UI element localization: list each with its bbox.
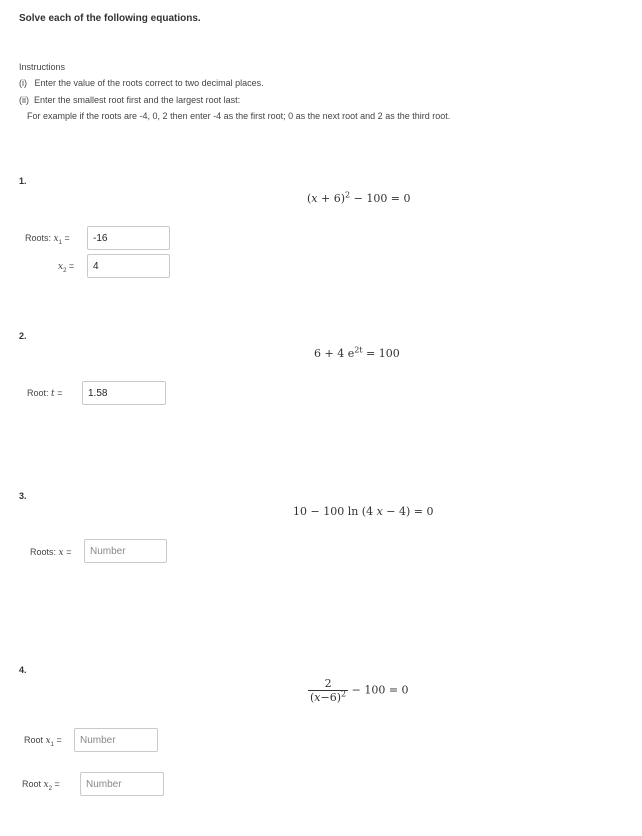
question-2-equation: 6 + 4 $e^{2t} = 100$ xyxy=(314,345,400,360)
question-1-number: 1. xyxy=(19,176,27,186)
instruction-marker: (ii) xyxy=(19,95,29,105)
question-2-root-label: Root: t = xyxy=(27,388,63,399)
question-2-root-input[interactable] xyxy=(82,381,166,405)
question-3-number: 3. xyxy=(19,491,27,501)
question-2-number: 2. xyxy=(19,331,27,341)
question-4-root2-label: Root $x_2$ = xyxy=(22,779,60,792)
instruction-item-2 xyxy=(19,95,240,105)
question-1-equation: $(x + 6)^2 - 100 = 0$ xyxy=(307,190,411,205)
question-4-root1-label: Root $x_1$ = xyxy=(24,735,62,748)
question-1-root1-input[interactable] xyxy=(87,226,170,250)
instruction-example: For example if the roots are -4, 0, 2 then enter -4 as the first root; 0 as the next root and 2 as the third root. xyxy=(27,111,451,121)
question-3-root-input[interactable] xyxy=(84,539,167,563)
question-3-root-label: Roots: x = xyxy=(30,547,72,558)
question-4-root1-input[interactable] xyxy=(74,728,158,752)
instructions-heading: Instructions xyxy=(19,62,66,72)
question-4-number: 4. xyxy=(19,665,27,675)
question-4-root2-input[interactable] xyxy=(80,772,164,796)
question-3-equation: 10 − 100 ln (4 x − 4) = 0 xyxy=(293,505,434,518)
question-1-root2-input[interactable] xyxy=(87,254,170,278)
page-title: Solve each of the following equations. xyxy=(19,13,201,24)
instruction-text: Enter the smallest root first and the largest root last: xyxy=(34,95,241,105)
question-4-equation: $\frac{2}{(x-6)^2}$ − 100 = 0 xyxy=(310,677,409,704)
fraction: $\frac{2}{(x-6)^2}$ xyxy=(310,677,347,704)
instruction-text: Enter the value of the roots correct to two decimal places. xyxy=(34,78,264,88)
instruction-item-1 xyxy=(19,78,264,88)
question-1-root2-label: $x_2$ = xyxy=(58,261,75,274)
question-1-root1-label: Roots: $x_1$ = xyxy=(25,233,70,246)
instruction-marker: (i) xyxy=(19,78,27,88)
